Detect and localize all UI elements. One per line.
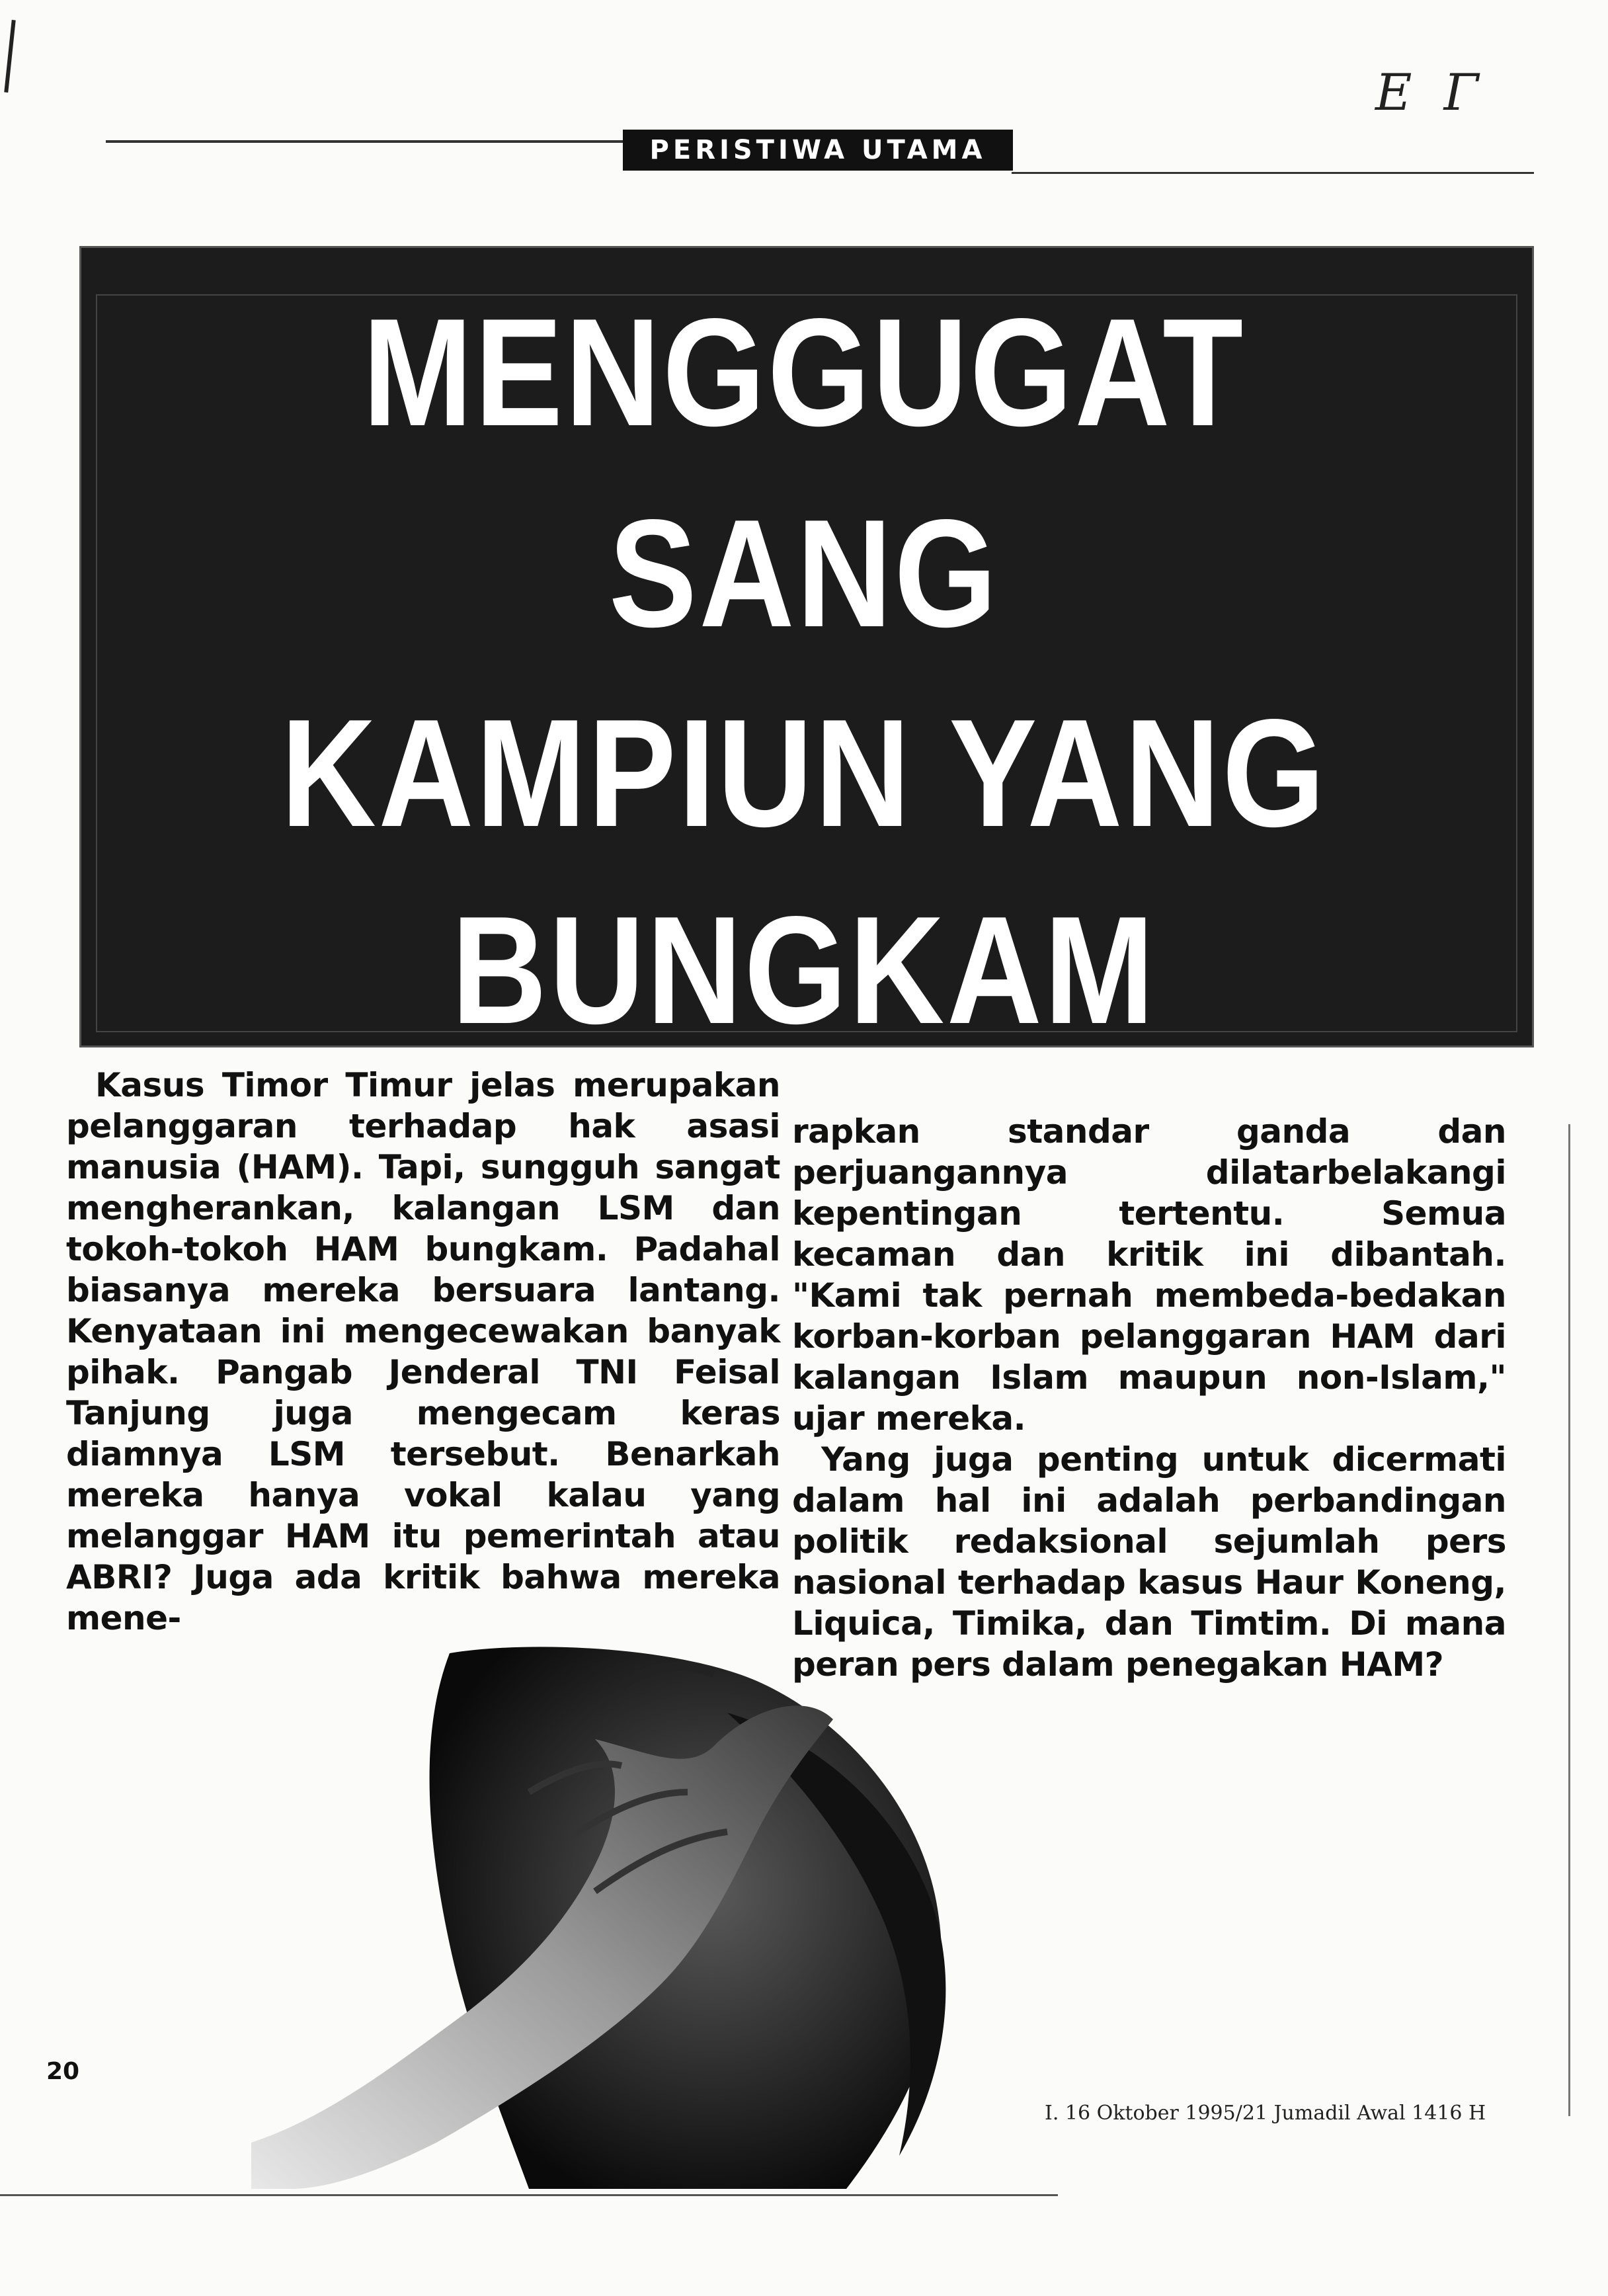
rubric-rule-right [1012, 172, 1534, 174]
headline-line-1: MENGGUGAT [362, 287, 1246, 458]
scan-edge-mark [4, 20, 15, 93]
footer-rule [0, 2194, 1058, 2196]
photo-hand-covering-mouth [251, 1640, 1164, 2189]
handwritten-annotation: E Γ [1375, 63, 1487, 122]
headline-line-4: BUNGKAM [452, 885, 1156, 1056]
section-rubric: PERISTIWA UTAMA [623, 130, 1013, 171]
lead-column-left [66, 1065, 780, 1639]
right-margin-rule [1568, 1124, 1570, 2116]
lead-paragraph-2: rapkan standar ganda dan perjuangannya dilatarbelakangi kepentingan tertentu. Semua kecaman dan kritik ini dibantah. "Kami tak pernah membeda-bedakan korban-korban pelanggaran HAM dari kalangan Islam maupun non-Islam," ujar mereka. [792, 1112, 1506, 1438]
lead-column-right [792, 1111, 1506, 1685]
rubric-rule-left [106, 140, 623, 143]
lead-paragraph-1: Kasus Timor Timur jelas merupakan pelanggaran terhadap hak asasi manusia (HAM). Tapi, sungguh sangat mengherankan, kalangan LSM dan tokoh-tokoh HAM bungkam. Padahal biasanya mereka bersuara lantang. Kenyataan ini mengecewakan banyak pihak. Pangab Jenderal TNI Feisal Tanjung juga mengecam keras diamnya LSM tersebut. Benarkah mereka hanya vokal kalau yang melanggar HAM itu pemerintah atau ABRI? Juga ada kritik bahwa mereka mene- [66, 1066, 780, 1637]
headline-line-2: SANG [608, 488, 1000, 659]
lead-paragraph-3: Yang juga penting untuk dicermati dalam hal ini adalah perbandingan politik redaksional sejumlah pers nasional terhadap kasus Haur Koneng, Liquica, Timika, dan Timtim. Di mana peran pers dalam penegakan HAM? [792, 1440, 1506, 1684]
headline-line-3: KAMPIUN YANG [280, 688, 1328, 859]
issue-date: I. 16 Oktober 1995/21 Jumadil Awal 1416 H [1045, 2102, 1486, 2125]
page-number: 20 [46, 2058, 80, 2085]
